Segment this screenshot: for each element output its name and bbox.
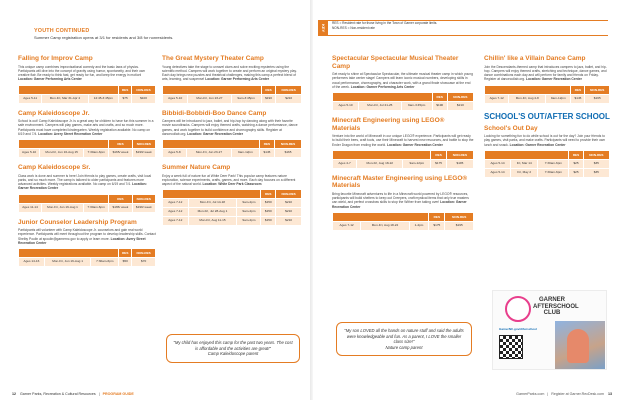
table-cell: $195	[446, 159, 473, 168]
program-title: Summer Nature Camp	[162, 164, 231, 171]
nonres-header: NON-RES	[132, 85, 156, 94]
table-cell: $165	[275, 149, 302, 158]
table-cell: $25	[569, 168, 583, 177]
table-cell: Ages 5-10	[163, 94, 188, 103]
table-cell: Mon-Fri, Aug 18-22	[361, 221, 410, 230]
page-gutter	[310, 0, 313, 400]
table-cell: Ages 5-10	[333, 102, 359, 111]
table-cell: Fri, May 2	[511, 168, 538, 177]
key-text	[328, 20, 608, 36]
program-title: Falling for Improv Camp	[18, 55, 93, 62]
table-row	[163, 208, 302, 217]
program-title: The Great Mystery Theater Camp	[162, 55, 264, 62]
table-cell: Ages 11-14	[19, 203, 42, 212]
program-desc: Young detectives take the stage to unravel clues and solve exciting mysteries using the scientific method. Campers will work together to create and perform an original mystery play. Each day brings new puzzles and theatrical challenges, making this camp a perfect blend of arts, learning, and suspense! Location: Garner Performing Arts Center	[162, 64, 297, 82]
table-cell: Ages 7-12	[163, 208, 189, 217]
program-desc: Join the Descendants-themed camp that introduces campers to jazz, ballet, and hip-hop. Campers will enjoy themed crafts, stretching and technique, dance games, and dance combinations each day and will perform for family and friends on Friday. Register at dancecollab.org. Location: Garner Recreation Center	[484, 64, 607, 82]
table-header: NON-RES	[276, 85, 302, 94]
program-location: Location: Garner Performing Arts Center	[205, 77, 270, 82]
table-row	[333, 221, 474, 230]
program-location: Location: Garner Performing Arts Center	[18, 77, 82, 82]
table-row	[19, 149, 156, 158]
table-cell: Mon-Fri, Jun 16-Aug 1	[42, 203, 84, 212]
table-cell: $35	[583, 168, 609, 177]
ad-title: GARNER AFTERSCHOOL CLUB	[533, 297, 579, 316]
table-cell: $175	[429, 221, 445, 230]
schedule-table	[162, 189, 302, 226]
column-1	[18, 55, 156, 267]
table-cell: $25	[569, 159, 583, 168]
table-cell: Mon-Fri, Jul 21-25	[359, 102, 402, 111]
schedule-table	[162, 139, 302, 158]
schedule-table	[484, 150, 610, 178]
table-cell: Ages 7-12	[485, 94, 509, 103]
schedule-table	[332, 212, 474, 231]
program-spectacular	[332, 55, 474, 111]
table-header: RES	[259, 140, 274, 149]
table-header: RES	[571, 85, 585, 94]
afterschool-club-ad[interactable]	[492, 290, 607, 370]
program-desc: Venture into the world of Minecraft in our unique LEGO® experience. Participants will get ready to build their bees, craft tools, use their Minecraft to harvest new resources, and battle to stop the Ender Dragon from ending the world. Location: Garner Recreation Center	[332, 134, 474, 147]
schedule-table	[18, 85, 156, 104]
schedule-table	[332, 150, 474, 169]
table-cell: 9am-4pm	[237, 217, 261, 226]
table-header	[163, 140, 260, 149]
table-cell: 7:30am-6pm	[91, 258, 119, 267]
table-cell: $199/ week	[132, 149, 155, 158]
schedule-table	[18, 139, 156, 158]
program-mystery-theater	[162, 55, 302, 104]
table-cell: $199/ week	[132, 203, 155, 212]
key-res: RES = Resident rate for those living in the Town of Garner corporate limits.	[332, 21, 438, 25]
headline-title: YOUTH CONTINUED	[34, 28, 90, 34]
table-cell: Mon-Fri, Jun 16-Aug 1	[44, 258, 90, 267]
table-cell: 7:30am-6pm	[83, 203, 108, 212]
program-desc: This unique camp combines improvisational comedy and the basic laws of physics. Participants will dive into the concept of gravity using humor, spontaneity, and their own creative flair. Be ready to think fast, get ready for fun, and keep the energy in motion! Location: Garner Performing Arts Center	[18, 64, 146, 82]
program-junior-counselor	[18, 219, 156, 268]
testimonial-quote	[166, 334, 300, 363]
program-kaleidoscope-sr	[18, 164, 156, 213]
program-desc: Bring favorite Minecraft adventures to life in a Minecraft world powered by LEGO® resources, participants will build shelters to keep out Creepers, craft mystical items that only true masters can wield, and perfect crossbow skills to stop the Wither from taking over! Location: Garner Recreation Center	[332, 191, 469, 209]
table-cell: 9am-12pm	[546, 94, 571, 103]
table-row	[485, 94, 610, 103]
program-desc: Enjoy a week full of nature fun at White Deer Park! This popular camp features nature exploration, science experiments, crafts, games, and more. Each day focuses on a different aspect of the natural world. Location: White Deer Park Classroom	[162, 173, 296, 186]
footer-org: Garner Parks, Recreation & Cultural Resources	[20, 392, 96, 396]
column-3	[332, 55, 474, 231]
table-row	[485, 159, 610, 168]
table-header	[333, 93, 433, 102]
qr-code-icon[interactable]	[499, 335, 523, 359]
table-cell: $150	[261, 217, 276, 226]
section-heading: SCHOOL'S OUT/AFTER SCHOOL	[484, 111, 610, 121]
quote-attribution: Camp Kaleidoscope parent	[207, 351, 259, 357]
table-header	[163, 190, 261, 199]
program-desc: Class work is done and summer is here! Join friends to play games, create crafts, visit local parks, and so much more. The camp is tailored to older participants and features more advanced activities. Weekly registrations available. No camp on 6/19 and 7/4. Location: Garner Recreation Center	[18, 173, 152, 191]
table-header	[485, 85, 571, 94]
table-cell: 9am-3:45pm	[231, 94, 261, 103]
program-desc: Get ready to shine at Spectacular Spectacular, the ultimate musical theater camp in which young performers take center stage! Campers will learn iconic musical numbers, developing skills in vocal performance, choreography, and character work, with a grand finale showcase at the end of the week. Location: Garner Performing Arts Center	[332, 72, 473, 89]
table-cell: Ages 14-16	[19, 258, 45, 267]
program-villain-dance	[484, 55, 610, 104]
column-2	[162, 55, 302, 226]
table-header	[485, 150, 569, 159]
footer-register[interactable]: Register at Garner.RecDesk.com	[551, 392, 604, 396]
table-cell: $150	[261, 208, 276, 217]
schedule-table	[18, 248, 156, 267]
table-row	[163, 199, 302, 208]
table-cell: 7:30am-6pm	[538, 168, 569, 177]
table-header	[333, 212, 429, 221]
program-title: Bibbidi-Bobbidi-Boo Dance Camp	[162, 109, 267, 117]
table-cell: Ages 7-12	[163, 199, 189, 208]
table-cell: Mon-Fri, Jul 14-18	[188, 199, 237, 208]
program-title: Spectacular Spectacular Musical Theater Camp	[332, 55, 459, 70]
table-cell: $100	[132, 94, 156, 103]
headline-subtitle: Summer Camp registration opens at 3/1 for residents and 3/8 for nonresidents.	[34, 35, 174, 40]
program-falling-improv	[18, 55, 156, 104]
program-title: School's Out Day	[484, 124, 538, 132]
table-header	[19, 249, 119, 258]
program-desc: School is out! Camp Kaleidoscope Jr. is a great way for children to have fun this summer in a safe environment. Campers will play games, make arts and crafts, and so much more. Participants must have completed kindergarten. Weekly registration available. No camp on 6/19 and 7/4. Location: Avery Street Recreation Center	[18, 119, 154, 136]
table-header: RES	[569, 150, 583, 159]
table-cell: $165/ week	[109, 149, 132, 158]
table-header	[19, 140, 109, 149]
column-4	[484, 55, 610, 178]
table-cell: Ages 4-7	[333, 159, 357, 168]
page-number: 13	[608, 392, 612, 396]
schedule-table	[162, 85, 302, 104]
table-cell: Ages 5-10	[19, 149, 40, 158]
table-header: NON-RES	[445, 212, 474, 221]
table-header	[19, 194, 109, 203]
rate-key	[318, 20, 608, 36]
table-cell: Fri, Mar 14	[511, 159, 538, 168]
program-location: Location: Garner Recreation Center	[187, 131, 244, 136]
footer-right: GarnerParks.com | Register at Garner.RecDesk.com 13	[516, 392, 612, 396]
program-title: Junior Counselor Leadership Program	[18, 218, 137, 226]
program-summer-nature	[162, 164, 302, 226]
section-headline	[34, 28, 304, 40]
table-header: RES	[119, 249, 132, 258]
res-header: RES	[119, 85, 132, 94]
table-row	[333, 159, 474, 168]
table-header: NON-RES	[585, 85, 610, 94]
table-cell: 12:45-3:45pm	[88, 94, 119, 103]
program-title: Minecraft Master Engineering using LEGO® Materials	[332, 174, 468, 190]
table-header: RES	[429, 212, 445, 221]
quote-attribution: Nature camp parent	[385, 344, 423, 350]
program-location: Location: Garner Recreation Center	[509, 142, 566, 147]
schedule-table	[18, 194, 156, 213]
table-cell: $70	[132, 258, 156, 267]
program-location: Location: Garner Recreation Center	[386, 142, 443, 147]
table-header: NON-RES	[276, 190, 302, 199]
table-cell: Mon-Fri, Mar 31-Apr 4	[42, 94, 88, 103]
program-minecraft-lego	[332, 117, 474, 169]
child-photo	[555, 321, 605, 369]
table-cell: 9am-4pm	[237, 199, 261, 208]
table-header: NON-RES	[132, 194, 155, 203]
table-row	[19, 258, 156, 267]
table-cell: $210	[447, 102, 473, 111]
program-title: Minecraft Engineering using LEGO® Materials	[332, 117, 445, 132]
program-location: Location: Garner Recreation Center	[18, 182, 147, 191]
table-cell: $210	[276, 199, 302, 208]
program-title: Camp Kaleidoscope Jr.	[18, 109, 90, 117]
program-kaleidoscope-jr	[18, 110, 156, 159]
program-minecraft-master	[332, 175, 474, 231]
table-row	[333, 102, 474, 111]
table-header	[163, 85, 262, 94]
quote-text: "My child has enjoyed this camp for the past two years. The cost is affordable and the activities are great!"	[173, 340, 293, 351]
table-cell: Ages 5-14	[485, 159, 511, 168]
schedule-table	[484, 85, 610, 104]
schedule-table	[332, 92, 474, 111]
table-cell: $150	[261, 199, 276, 208]
table-cell: Mon-Fri, Jul 28-Aug 1	[188, 208, 237, 217]
program-location: Location: Garner Recreation Center	[332, 200, 467, 209]
table-cell: $35	[583, 159, 609, 168]
table-cell: $50	[119, 258, 132, 267]
table-cell: 9am-12pm	[403, 159, 431, 168]
table-cell: 9am-4pm	[237, 208, 261, 217]
table-header: NON-RES	[583, 150, 609, 159]
table-header	[19, 85, 119, 94]
table-row	[19, 94, 156, 103]
table-cell: $210	[276, 217, 302, 226]
table-row	[163, 94, 302, 103]
table-cell: $165/ week	[109, 203, 132, 212]
table-cell: $145	[259, 149, 274, 158]
table-cell: Ages 5-8	[163, 149, 187, 158]
table-header	[333, 150, 431, 159]
table-cell: Mon-Fri, Aug 4-8	[509, 94, 546, 103]
table-cell: $190	[261, 94, 276, 103]
table-cell: $195	[445, 221, 474, 230]
program-title: Camp Kaleidoscope Sr.	[18, 164, 91, 171]
table-cell: 1-4pm	[409, 221, 428, 230]
program-location: Location: White Deer Park Classroom	[202, 182, 262, 186]
key-nonres: NON-RES = Non-resident rate	[332, 26, 375, 30]
table-row	[163, 149, 302, 158]
table-cell: Ages 5-11	[19, 94, 42, 103]
table-cell: Ages 7-12	[333, 221, 361, 230]
program-location: Location: Avery Street Recreation Center	[18, 236, 146, 245]
table-header: NON-RES	[275, 140, 302, 149]
table-cell: $175	[431, 159, 447, 168]
ad-link[interactable]: GarnerNC.gov/Afterschool	[499, 327, 537, 331]
club-logo-icon	[505, 296, 531, 322]
testimonial-quote	[336, 322, 472, 356]
footer-guide: PROGRAM GUIDE	[102, 392, 134, 396]
table-cell: Mon-Fri, Jun 23-27	[188, 94, 231, 103]
table-header: RES	[261, 85, 276, 94]
table-row	[485, 168, 610, 177]
table-cell: Ages 7-12	[163, 217, 189, 226]
footer-site[interactable]: GarnerParks.com	[516, 392, 545, 396]
table-cell: 9am-12pm	[232, 149, 260, 158]
table-cell: 9am-3:45pm	[401, 102, 432, 111]
program-desc: Looking for something fun to do while school is out for the day? Join your friends to play games, visit parks, and make crafts. Participants will need to provide their own lunch and snack. Location: Garner Recreation Center	[484, 134, 606, 147]
table-cell: $210	[276, 208, 302, 217]
program-desc: Participants will volunteer with Camp Kaleidoscope Jr. counselors and gain real world experience. Participants will meet throughout the program to develop leadership skills. Contact Shelby Poulin at spoulin@garnernc.gov to apply or learn more. Location: Avery Street Recreation Center	[18, 228, 156, 245]
table-row	[163, 217, 302, 226]
table-row	[19, 203, 156, 212]
table-cell: $165	[585, 94, 610, 103]
table-header: NON-RES	[132, 249, 156, 258]
program-title: Chillin' like a Villain Dance Camp	[484, 55, 586, 62]
program-desc: Campers will be introduced to jazz, ballet, and hip-hop by dancing along with their favorite movie soundtracks. Campers will enjoy themed crafts, watching a dance performance, dance games, and work together to build confidence and choreography skills. Register at dancecollab.org. Location: Garner Recreation Center	[162, 119, 298, 136]
page-number: 12	[12, 392, 16, 396]
program-location: Location: Garner Performing Arts Center	[350, 84, 415, 89]
table-header: RES	[109, 140, 132, 149]
table-cell: Mon-Fri, Jun 23-27	[186, 149, 231, 158]
program-location: Location: Avery Street Recreation Center	[38, 131, 103, 136]
table-cell: $190	[432, 102, 447, 111]
program-bibbidi-dance	[162, 110, 302, 159]
table-header: RES	[109, 194, 132, 203]
table-header: RES	[431, 150, 447, 159]
table-cell: Ages 5-14	[485, 168, 511, 177]
table-cell: Mon-Fri, Aug 18-22	[357, 159, 403, 168]
table-cell: $145	[571, 94, 585, 103]
table-header: RES	[432, 93, 447, 102]
table-header: NON-RES	[132, 140, 155, 149]
quote-text: "My son LOVED all the hands on nature stuff and said the adults were knowledgeable and fun. As a parent, I LOVE the smaller class size!"	[344, 328, 464, 345]
program-location: Location: Garner Recreation Center	[525, 77, 582, 82]
program-schools-out-day	[484, 125, 610, 178]
table-header: RES	[261, 190, 276, 199]
table-header: NON-RES	[447, 93, 473, 102]
table-cell: Mon-Fri, Jun 16-Aug 15	[40, 149, 84, 158]
table-header: NON-RES	[446, 150, 473, 159]
table-cell: 7:30am-6pm	[538, 159, 569, 168]
table-cell: Mon-Fri, Aug 11-15	[188, 217, 237, 226]
table-cell: $75	[119, 94, 132, 103]
footer-left: 12 Garner Parks, Recreation & Cultural Resources | PROGRAM GUIDE	[12, 392, 134, 396]
key-tab: KEY	[318, 20, 328, 36]
table-cell: 7:30am-6pm	[84, 149, 109, 158]
table-cell: $210	[276, 94, 302, 103]
